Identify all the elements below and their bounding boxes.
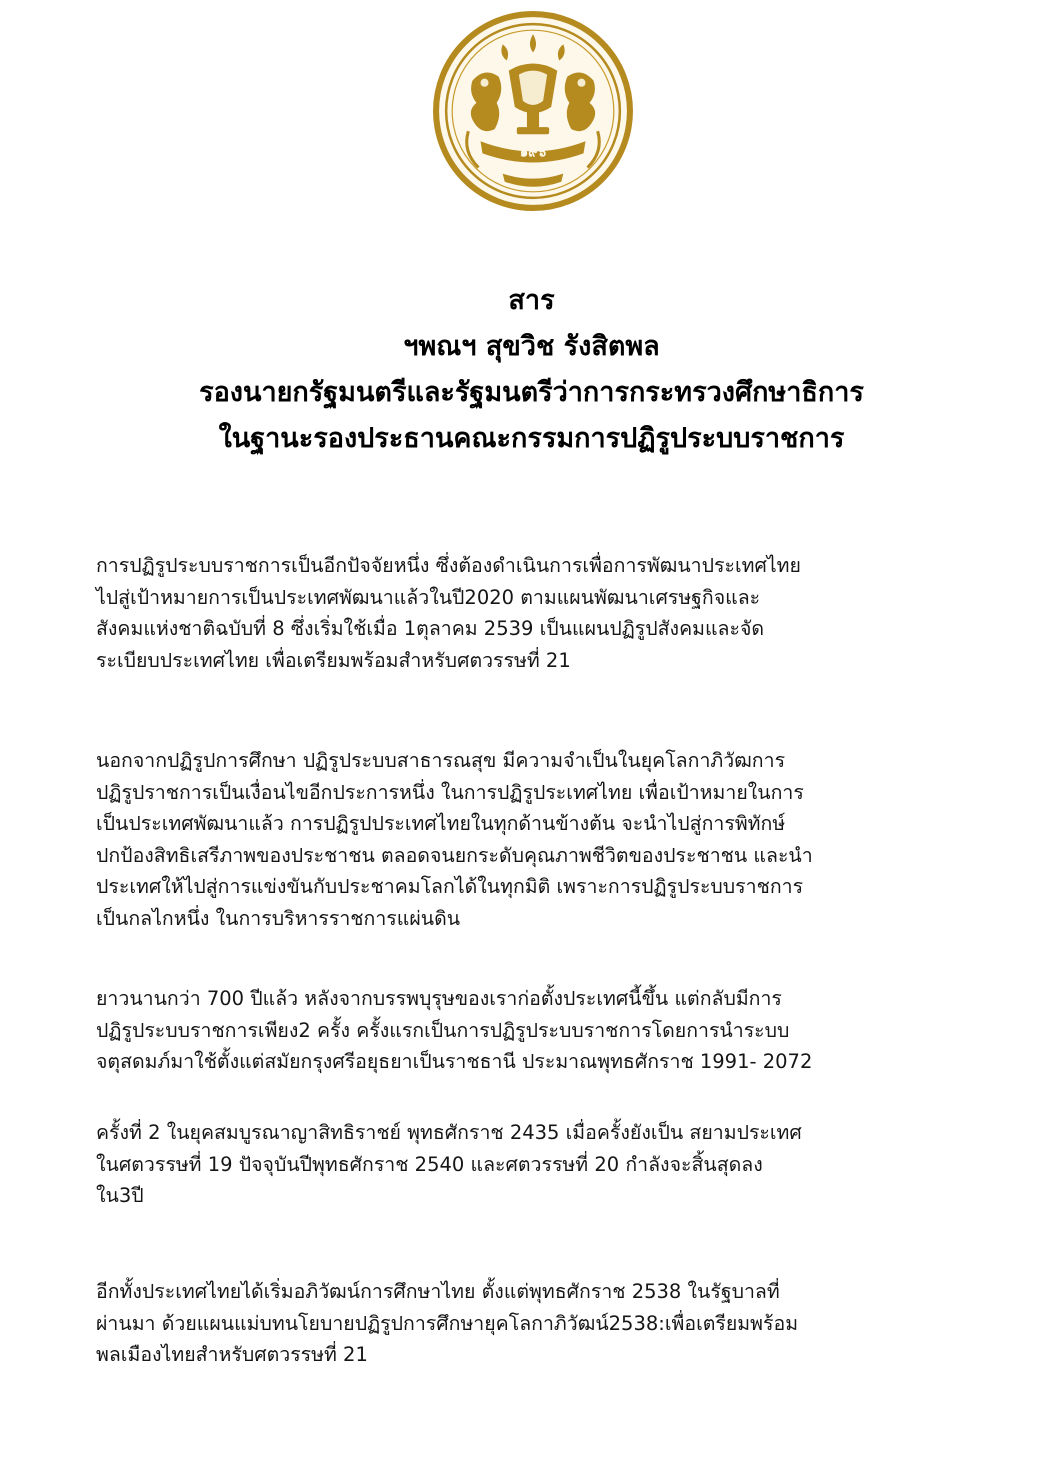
paragraph-line: เป็นกลไกหนึ่ง ในการบริหารราชการแผ่นดิน (96, 906, 461, 930)
document-heading (60, 278, 1003, 462)
paragraph-line: สังคมแห่งชาติฉบับที่ 8 ซึ่งเริ่มใช้เมื่อ 1ตุลาคม 2539 เป็นแผนปฏิรูปสังคมและจัด (96, 617, 765, 640)
paragraph-1 (96, 550, 996, 676)
paragraph-line: พลเมืองไทยสำหรับศตวรรษที่ 21 (96, 1343, 368, 1366)
paragraph-line: ยาวนานกว่า 700 ปีแล้ว หลังจากบรรพบุรุษของเราก่อตั้งประเทศนี้ขึ้น แต่กลับมีการ (96, 987, 782, 1010)
heading-name: ฯพณฯ สุขวิช รังสิตพล (403, 331, 660, 362)
paragraph-line: ระเบียบประเทศไทย เพื่อเตรียมพร้อมสำหรับศตวรรษที่ 21 (96, 648, 571, 672)
paragraph-line: ปฏิรูประบบราชการเพียง2 ครั้ง ครั้งแรกเป็นการปฏิรูประบบราชการโดยการนำระบบ (96, 1018, 790, 1042)
government-seal-emblem (432, 10, 634, 212)
seal-numerals: ๑๙๖ (519, 145, 547, 161)
heading-position: รองนายกรัฐมนตรีและรัฐมนตรีว่าการกระทรวงศึกษาธิการ (199, 377, 864, 408)
heading-role: ในฐานะรองประธานคณะกรรมการปฏิรูประบบราชการ (218, 423, 845, 454)
paragraph-line: ไปสู่เป้าหมายการเป็นประเทศพัฒนาแล้วในปี2020 ตามแผนพัฒนาเศรษฐกิจและ (96, 585, 761, 609)
paragraph-line: อีกทั้งประเทศไทยได้เริ่มอภิวัฒน์การศึกษาไทย ตั้งแต่พุทธศักราช 2538 ในรัฐบาลที่ (96, 1280, 780, 1303)
paragraph-line: ใน3ปี (96, 1184, 144, 1207)
paragraph-line: ปฏิรูปราชการเป็นเงื่อนไขอีกประการหนึ่ง ในการปฏิรูประเทศไทย เพื่อเป้าหมายในการ (96, 780, 804, 804)
heading-title: สาร (508, 285, 555, 316)
paragraph-2 (96, 745, 996, 934)
paragraph-line: ครั้งที่ 2 ในยุคสมบูรณาญาสิทธิราชย์ พุทธศักราช 2435 เมื่อครั้งยังเป็น สยามประเทศ (96, 1121, 802, 1144)
paragraph-line: ผ่านมา ด้วยแผนแม่บทนโยบายปฏิรูปการศึกษายุคโลกาภิวัฒน์2538:เพื่อเตรียมพร้อม (96, 1311, 799, 1335)
paragraph-line: ประเทศให้ไปสู่การแข่งขันกับประชาคมโลกได้ในทุกมิติ เพราะการปฏิรูประบบราชการ (96, 875, 804, 898)
paragraph-line: เป็นประเทศพัฒนาแล้ว การปฏิรูปประเทศไทยในทุกด้านข้างต้น จะนำไปสู่การพิทักษ์ (96, 812, 786, 835)
paragraph-5 (96, 1276, 996, 1371)
paragraph-line: ในศตวรรษที่ 19 ปัจจุบันปีพุทธศักราช 2540 และศตวรรษที่ 20 กำลังจะสิ้นสุดลง (96, 1152, 763, 1176)
paragraph-line: การปฏิรูประบบราชการเป็นอีกปัจจัยหนึ่ง ซึ่งต้องดำเนินการเพื่อการพัฒนาประเทศไทย (96, 554, 801, 577)
paragraph-4 (96, 1117, 996, 1212)
paragraph-line: จตุสดมภ์มาใช้ตั้งแต่สมัยกรุงศรีอยุธยาเป็นราชธานี ประมาณพุทธศักราช 1991- 2072 (96, 1050, 813, 1073)
paragraph-3 (96, 983, 996, 1078)
paragraph-line: ปกป้องสิทธิเสรีภาพของประชาชน ตลอดจนยกระดับคุณภาพชีวิตของประชาชน และนำ (96, 843, 813, 867)
paragraph-line: นอกจากปฏิรูปการศึกษา ปฏิรูประบบสาธารณสุข มีความจำเป็นในยุคโลกาภิวัฒการ (96, 749, 786, 772)
